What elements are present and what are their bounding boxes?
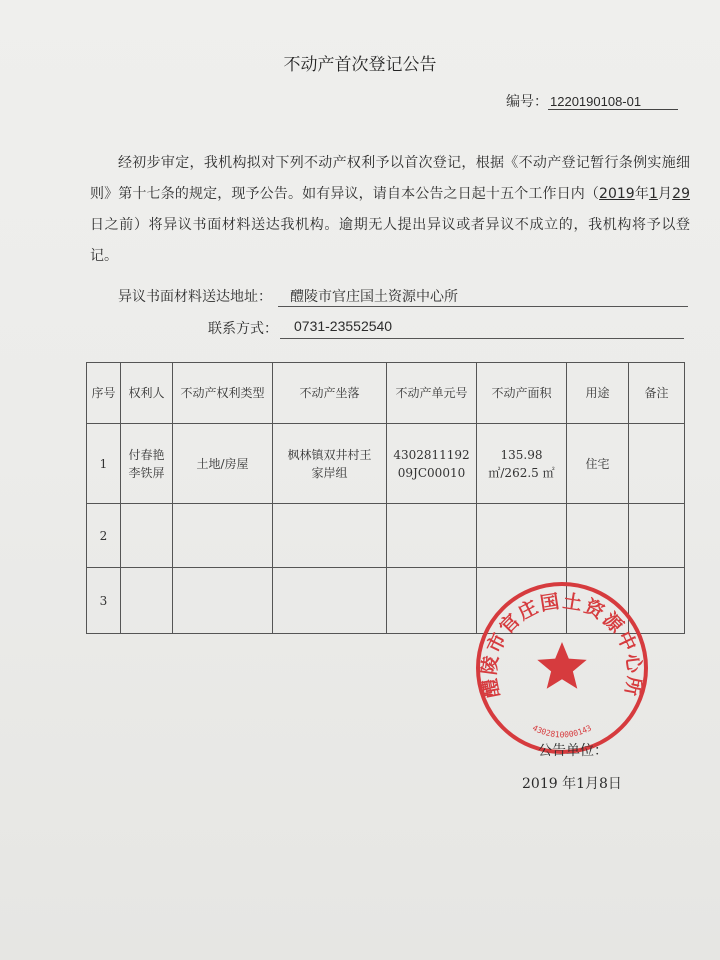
table-cell [121,504,173,568]
deadline-day: 29 [672,186,690,202]
table-cell: 3 [87,568,121,634]
table-cell [121,568,173,634]
header-cell: 不动产面积 [477,363,567,424]
body-part-4: 日之前）将异议书面材料送达我机构。逾期无人提出异议或者异议不成立的，我机构将予以登记。 [90,217,690,264]
phone-underline [280,338,684,339]
header-cell: 序号 [87,363,121,424]
phone-row [208,318,684,340]
table-cell [387,424,477,504]
body-part-1: 经初步审定，我机构拟对下列不动产权利予以首次登记，根据《不动产登记暂行条例实施细则》第十七条的规定，现予公告。如有异议，请自本公告之日起十五个工作日内（ [90,155,690,202]
table-cell [477,424,567,504]
table-cell [273,424,387,504]
deadline-year: 2019 [599,186,635,202]
table-cell [173,504,273,568]
header-cell: 不动产权利类型 [173,363,273,424]
table-cell [387,568,477,634]
owner-names: 付春艳 李铁屏 [128,447,165,480]
header-cell: 备注 [629,363,685,424]
notice-body [90,148,690,272]
document-number [506,91,678,111]
table-cell [387,504,477,568]
table-cell [567,504,629,568]
notice-title: 不动产首次登记公告 [283,55,437,75]
seal-code-path: 4302810000143 [531,723,593,740]
table-cell [477,504,567,568]
body-part-3: 月 [657,186,673,202]
header-cell: 用途 [567,363,629,424]
header-cell: 不动产单元号 [387,363,477,424]
table-row [87,504,685,568]
official-seal [472,578,652,758]
table-cell [629,504,685,568]
table-cell [173,568,273,634]
phone-value: 0731-23552540 [294,318,393,334]
star-icon [537,642,586,689]
header-cell: 权利人 [121,363,173,424]
address-row [118,286,688,308]
table-cell: 2 [87,504,121,568]
table-header-row [87,363,685,424]
address-label: 异议书面材料送达地址： [118,289,272,305]
body-part-2: 年 [634,186,649,202]
table-cell: 1 [87,424,121,504]
location-text: 枫林镇双井村王家岸组 [287,447,372,480]
table-cell [273,568,387,634]
unit-number-text: 430281119209JC00010 [393,447,470,480]
issue-date: 2019 年1月8日 [522,776,622,792]
header-cell: 不动产坐落 [273,363,387,424]
document-number-value: 1220190108-01 [548,94,678,110]
table-cell [273,504,387,568]
address-underline [278,306,688,307]
seal-name-path: 醴陵市官庄国土资源中心所 [478,590,646,700]
address-value: 醴陵市官庄国土资源中心所 [290,289,458,305]
table-cell: 土地/房屋 [173,424,273,504]
deadline-month: 1 [648,186,658,202]
table-row [87,424,685,504]
table-cell [629,424,685,504]
phone-label: 联系方式： [208,321,278,337]
seal-code [531,723,593,739]
table-cell [121,424,173,504]
document-number-label: 编号： [506,94,548,110]
table-cell: 住宅 [567,424,629,504]
area-text: 135.98 ㎡/262.5 ㎡ [488,447,555,480]
issuer-label: 公告单位： [538,743,608,759]
